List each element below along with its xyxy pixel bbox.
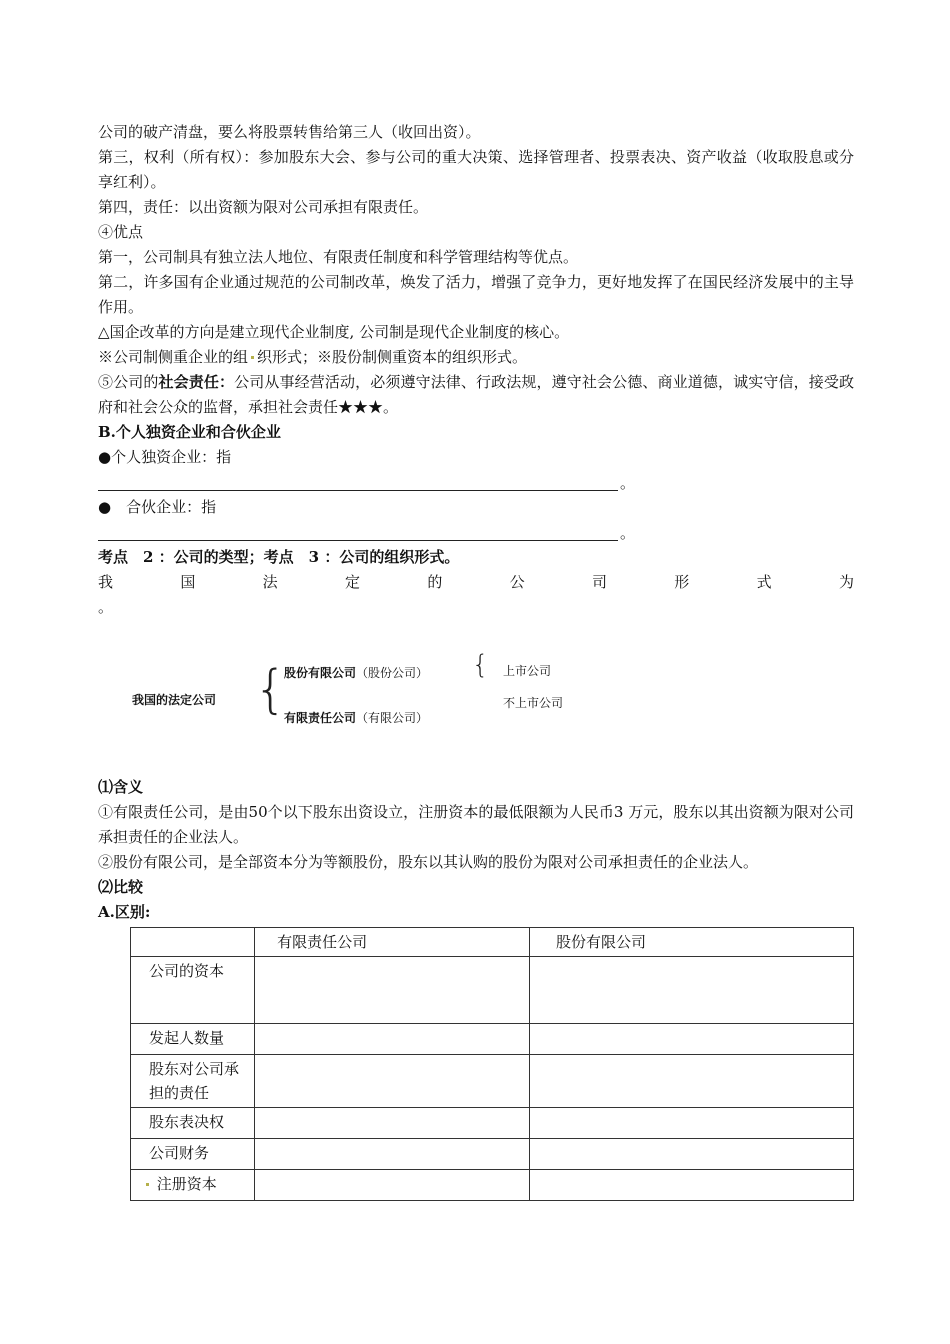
kaodian-heading: 考点 2 ：公司的类型；考点 3 ：公司的组织形式。 xyxy=(98,548,460,566)
table-header-row xyxy=(131,928,854,957)
brace-icon: { xyxy=(254,660,288,720)
table-cell xyxy=(255,957,530,1024)
paragraph: ●个人独资企业：指 xyxy=(98,448,232,466)
row-label: 股东表决权 xyxy=(131,1108,255,1139)
table-row xyxy=(131,1108,854,1139)
table-cell xyxy=(530,1024,854,1055)
table-cell xyxy=(255,1108,530,1139)
paragraph: ④优点 xyxy=(98,223,144,241)
paragraph: 。 xyxy=(98,598,114,616)
diagram-root: 我国的法定公司 xyxy=(132,693,217,707)
table-row xyxy=(131,1024,854,1055)
dot-mark xyxy=(146,1183,149,1186)
diagram-ltd-company: 有限责任公司（有限公司） xyxy=(284,711,429,725)
table-row xyxy=(131,1139,854,1170)
fill-blank xyxy=(98,470,854,495)
diagram-unlisted: 不上市公司 xyxy=(503,696,564,710)
paragraph: ①有限责任公司，是由50个以下股东出资设立，注册资本的最低限额为人民币3 万元，股东以其出资额为限对公司承担责任的企业法人。 xyxy=(98,803,854,846)
paragraph: 第一，公司制具有独立法人地位、有限责任制度和科学管理结构等优点。 xyxy=(98,248,579,266)
paragraph: ● 合伙企业：指 xyxy=(98,498,217,516)
period: 。 xyxy=(620,474,636,492)
diagram-stock-company: 股份有限公司（股份公司） xyxy=(284,666,429,680)
brace-icon: { xyxy=(472,650,489,680)
section-heading: B.个人独资企业和合伙企业 xyxy=(98,423,281,441)
table-header-cell: 有限责任公司 xyxy=(255,928,530,957)
table-cell xyxy=(255,1139,530,1170)
dot-mark xyxy=(251,356,254,359)
section-heading: ⑴含义 xyxy=(98,778,144,796)
sub-heading: A.区别: xyxy=(98,903,151,921)
document-page xyxy=(98,120,854,1201)
paragraph: ②股份有限公司，是全部资本分为等额股份，股东以其认购的股份为限对公司承担责任的企业法人。 xyxy=(98,853,759,871)
table-cell xyxy=(530,1139,854,1170)
table-cell xyxy=(530,957,854,1024)
period: 。 xyxy=(620,524,636,542)
table-header-cell xyxy=(131,928,255,957)
table-cell xyxy=(255,1024,530,1055)
table-cell xyxy=(255,1055,530,1108)
paragraph: 公司的破产清盘，要么将股票转售给第三人（收回出资）。 xyxy=(98,123,481,141)
table-cell xyxy=(530,1055,854,1108)
paragraph: 第二，许多国有企业通过规范的公司制改革，焕发了活力，增强了竞争力，更好地发挥了在国民经济发展中的主导作用。 xyxy=(98,273,854,316)
row-label: 股东对公司承担的责任 xyxy=(131,1055,255,1108)
spread-text: 我 国 法 定 的 公 司 形 式 为 xyxy=(98,573,854,591)
table-cell xyxy=(255,1170,530,1201)
table-row xyxy=(131,1055,854,1108)
section-heading: ⑵比较 xyxy=(98,878,144,896)
paragraph: 第三，权利（所有权）：参加股东大会、参与公司的重大决策、选择管理者、投票表决、资产收益（收取股息或分享红利）。 xyxy=(98,148,854,191)
table-header-cell: 股份有限公司 xyxy=(530,928,854,957)
comparison-table xyxy=(130,927,854,1201)
row-label: 发起人数量 xyxy=(131,1024,255,1055)
blank-line xyxy=(98,490,618,491)
paragraph: ⑤公司的社会责任：公司从事经营活动，必须遵守法律、行政法规，遵守社会公德、商业道德，诚实守信，接受政府和社会公众的监督，承担社会责任★★★。 xyxy=(98,373,854,416)
table-cell xyxy=(530,1170,854,1201)
row-label-cell: 注册资本 xyxy=(131,1170,255,1201)
table-row xyxy=(131,1170,854,1201)
paragraph: ※公司制侧重企业的组 织形式；※股份制侧重资本的组织形式。 xyxy=(98,348,528,366)
paragraph: 第四，责任：以出资额为限对公司承担有限责任。 xyxy=(98,198,429,216)
row-label: 公司财务 xyxy=(131,1139,255,1170)
blank-line xyxy=(98,540,618,541)
fill-blank xyxy=(98,520,854,545)
paragraph: △国企改革的方向是建立现代企业制度, 公司制是现代企业制度的核心。 xyxy=(98,323,570,341)
company-type-diagram xyxy=(98,620,854,775)
table-row xyxy=(131,957,854,1024)
diagram-listed: 上市公司 xyxy=(503,664,552,678)
row-label: 公司的资本 xyxy=(131,957,255,1024)
table-cell xyxy=(530,1108,854,1139)
